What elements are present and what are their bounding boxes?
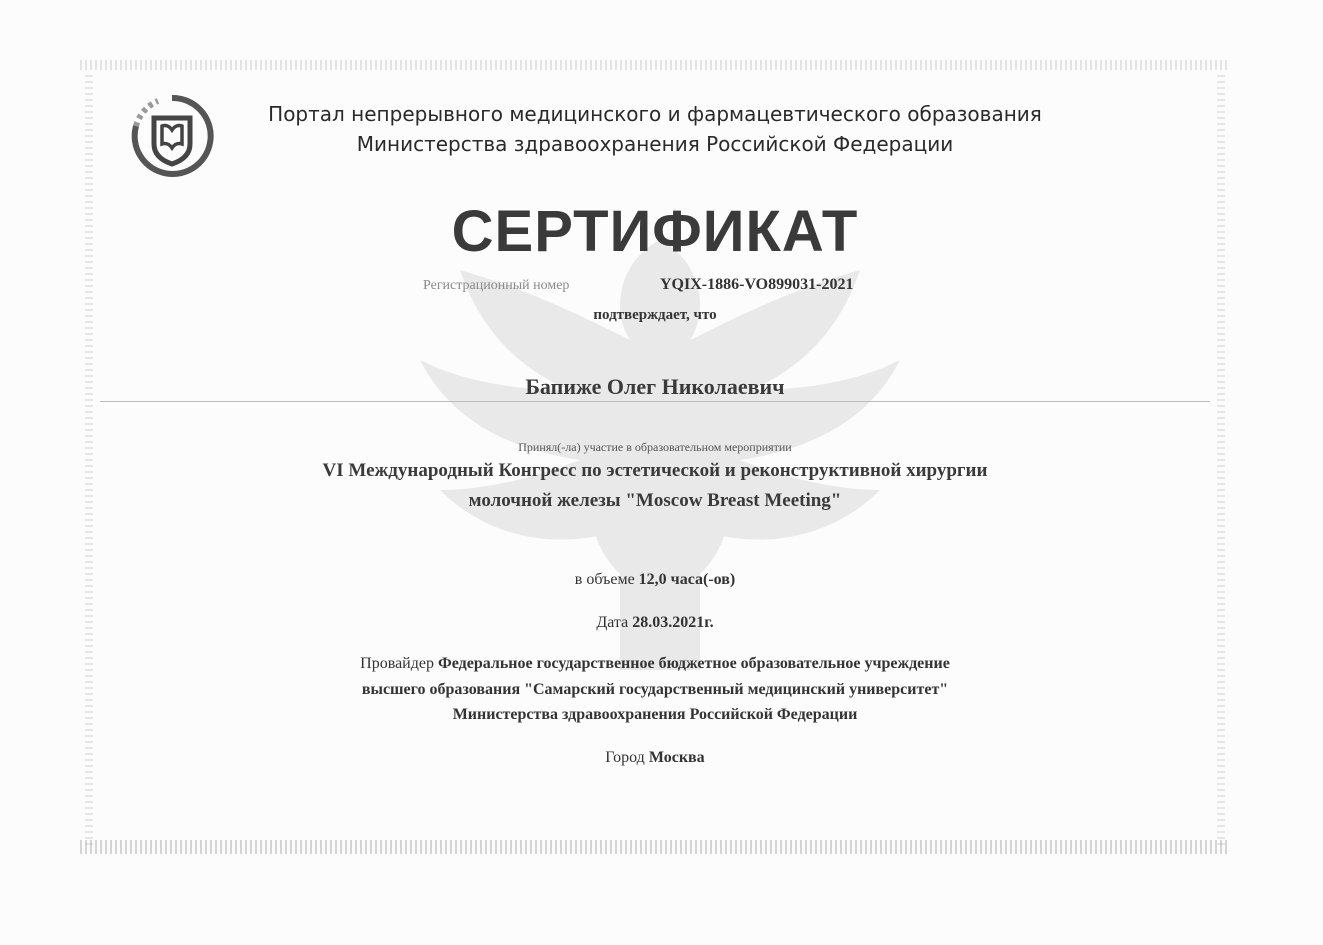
volume-prefix: в объеме [574, 571, 635, 588]
portal-title-line1: Портал непрерывного медицинского и фармацевтического образования [268, 102, 1042, 126]
date-prefix: Дата [596, 614, 629, 631]
provider-name-line2: высшего образования "Самарский государственный медицинский университет" [361, 681, 949, 698]
provider-name-line1: Федеральное государственное бюджетное образовательное учреждение [437, 655, 950, 672]
certificate-title: СЕРТИФИКАТ [451, 199, 859, 264]
date-value: 28.03.2021г. [632, 614, 714, 631]
confirms-text: подтверждает, что [593, 307, 717, 323]
divider-line [100, 401, 1210, 402]
participation-text: Принял(-ла) участие в образовательном мероприятии [518, 440, 792, 454]
guilloche-border-top [80, 60, 1228, 70]
person-name: Бапиже Олег Николаевич [525, 374, 785, 399]
registration-label: Регистрационный номер [423, 278, 570, 293]
volume-value: 12,0 часа(-ов) [638, 571, 736, 588]
city-prefix: Город [605, 749, 645, 766]
provider-line1 [0, 655, 1310, 673]
date-line [0, 614, 1310, 632]
provider-name-line3: Министерства здравоохранения Российской Федерации [452, 706, 858, 723]
volume-line [0, 571, 1310, 589]
provider-prefix: Провайдер [360, 655, 434, 672]
city-line [0, 749, 1310, 767]
registration-number: YQIX-1886-VO899031-2021 [660, 276, 854, 293]
guilloche-border-bottom [80, 840, 1228, 854]
portal-title-line2: Министерства здравоохранения Российской Федерации [356, 132, 954, 156]
event-title-line1: VI Международный Конгресс по эстетической и реконструктивной хирургии [322, 460, 988, 481]
registration-row [420, 276, 980, 298]
event-title-line2: молочной железы "Moscow Breast Meeting" [468, 490, 842, 511]
city-value: Москва [648, 749, 705, 766]
